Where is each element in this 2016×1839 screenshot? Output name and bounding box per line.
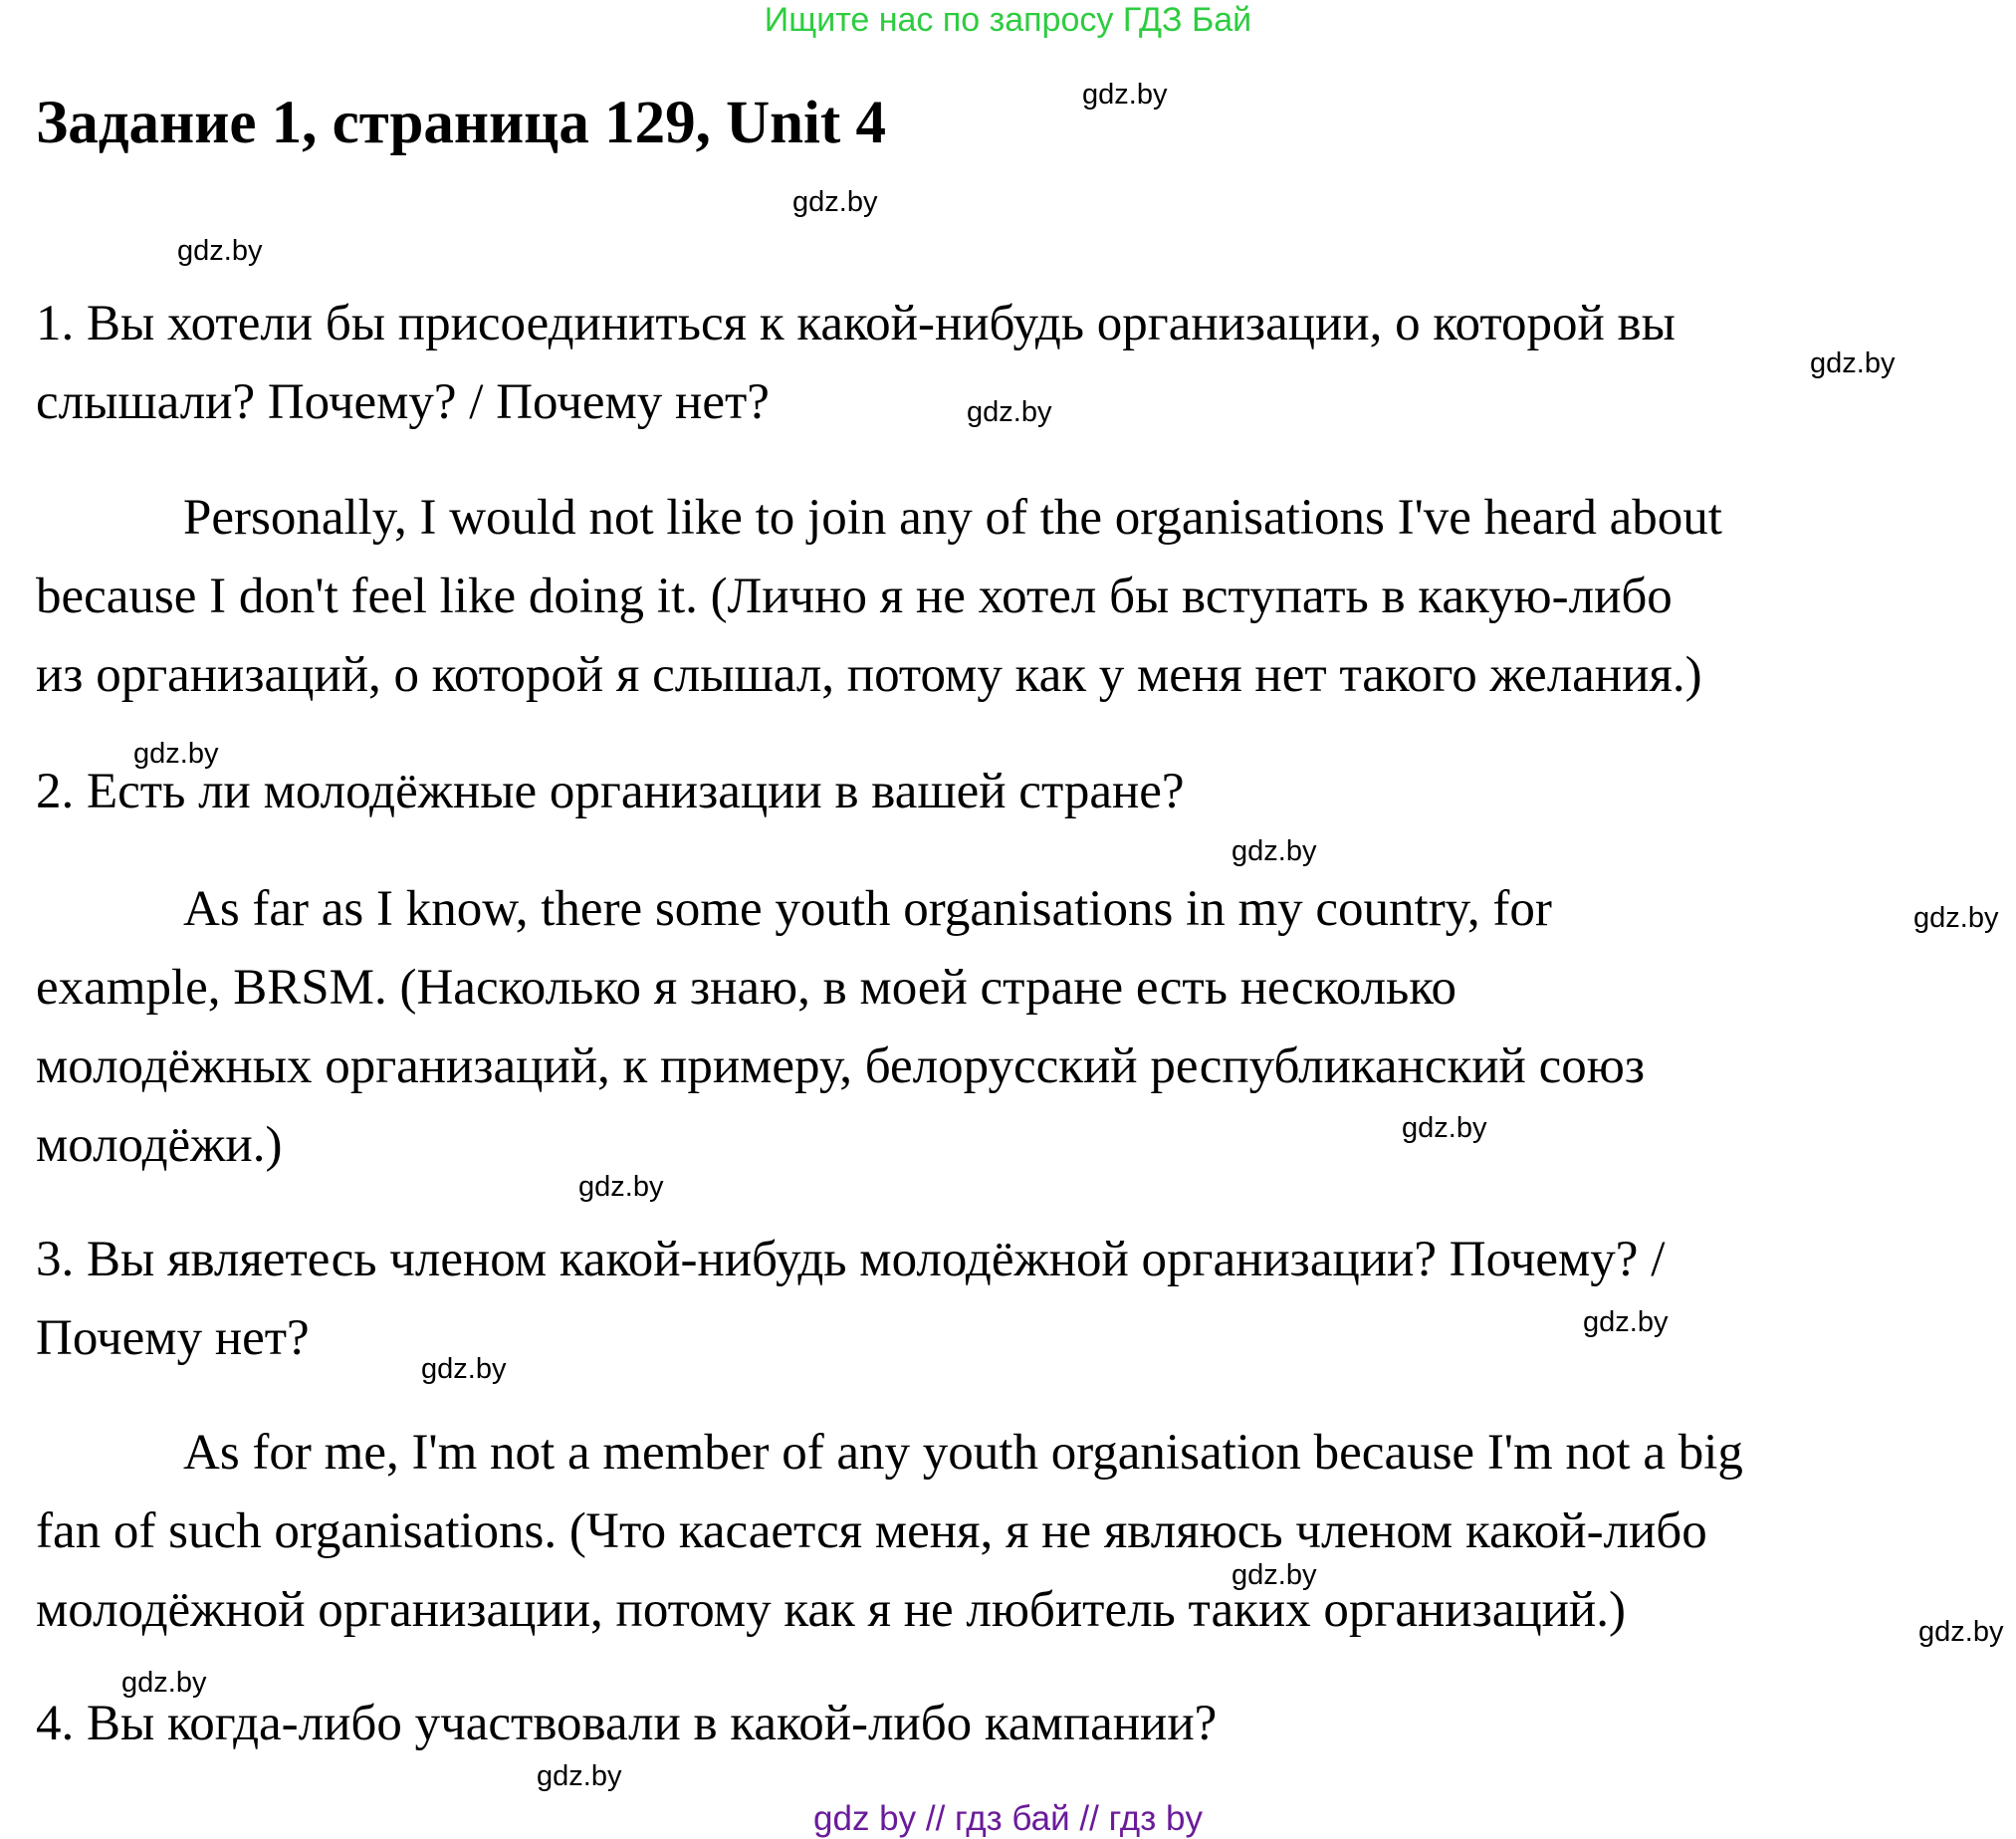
answer-1-line-1: Personally, I would not like to join any of the organisations I've heard about — [183, 490, 1722, 546]
question-1-line-1: 1. Вы хотели бы присоединиться к какой-нибудь организации, о которой вы — [36, 296, 1676, 351]
watermark: gdz.by — [1913, 902, 1999, 934]
watermark: gdz.by — [1918, 1616, 2004, 1648]
question-3-line-2: Почему нет? — [36, 1310, 310, 1366]
answer-2 — [36, 870, 1982, 1185]
question-2 — [36, 753, 1982, 831]
watermark: gdz.by — [1232, 835, 1317, 867]
answer-3-line-2: fan of such organisations. (Что касается меня, я не являюсь членом какой-либо — [36, 1503, 1707, 1559]
watermark: gdz.by — [1402, 1112, 1487, 1144]
question-3-line-1: 3. Вы являетесь членом какой-нибудь молодёжной организации? Почему? / — [36, 1232, 1666, 1287]
footer-watermark: gdz by // гдз бай // гдз by — [813, 1799, 1203, 1838]
answer-3-line-3: молодёжной организации, потому как я не любитель таких организаций.) — [36, 1582, 1626, 1638]
watermark: gdz.by — [792, 186, 878, 218]
answer-2-line-1: As far as I know, there some youth organisations in my country, for — [183, 881, 1552, 937]
watermark: gdz.by — [578, 1171, 664, 1203]
answer-2-line-3: молодёжных организаций, к примеру, белорусский республиканский союз — [36, 1038, 1645, 1094]
watermark: gdz.by — [537, 1760, 622, 1792]
answer-2-line-4: молодёжи.) — [36, 1117, 283, 1173]
question-1-line-2: слышали? Почему? / Почему нет? — [36, 374, 770, 430]
answer-1 — [36, 479, 1982, 715]
watermark: gdz.by — [121, 1667, 207, 1699]
watermark: gdz.by — [133, 738, 219, 770]
page-title: Задание 1, страница 129, Unit 4 — [36, 90, 887, 156]
watermark: gdz.by — [1583, 1306, 1669, 1338]
watermark: gdz.by — [177, 235, 263, 267]
watermark: gdz.by — [421, 1353, 507, 1385]
watermark: gdz.by — [1232, 1559, 1317, 1591]
watermark: gdz.by — [1810, 347, 1896, 379]
top-banner: Ищите нас по запросу ГДЗ Бай — [764, 1, 1252, 39]
answer-3-line-1: As for me, I'm not a member of any youth organisation because I'm not a big — [183, 1425, 1743, 1481]
answer-2-line-2: example, BRSM. (Насколько я знаю, в моей стране есть несколько — [36, 960, 1456, 1016]
watermark: gdz.by — [1082, 79, 1168, 111]
question-3 — [36, 1221, 1982, 1378]
question-4-line-1: 4. Вы когда-либо участвовали в какой-либо кампании? — [36, 1696, 1218, 1751]
question-4 — [36, 1685, 1982, 1763]
watermark: gdz.by — [967, 396, 1052, 428]
answer-3 — [36, 1414, 1982, 1650]
question-2-line-1: 2. Есть ли молодёжные организации в вашей стране? — [36, 764, 1185, 819]
answer-1-line-2: because I don't feel like doing it. (Лично я не хотел бы вступать в какую-либо — [36, 569, 1673, 624]
answer-1-line-3: из организаций, о которой я слышал, потому как у меня нет такого желания.) — [36, 647, 1702, 703]
